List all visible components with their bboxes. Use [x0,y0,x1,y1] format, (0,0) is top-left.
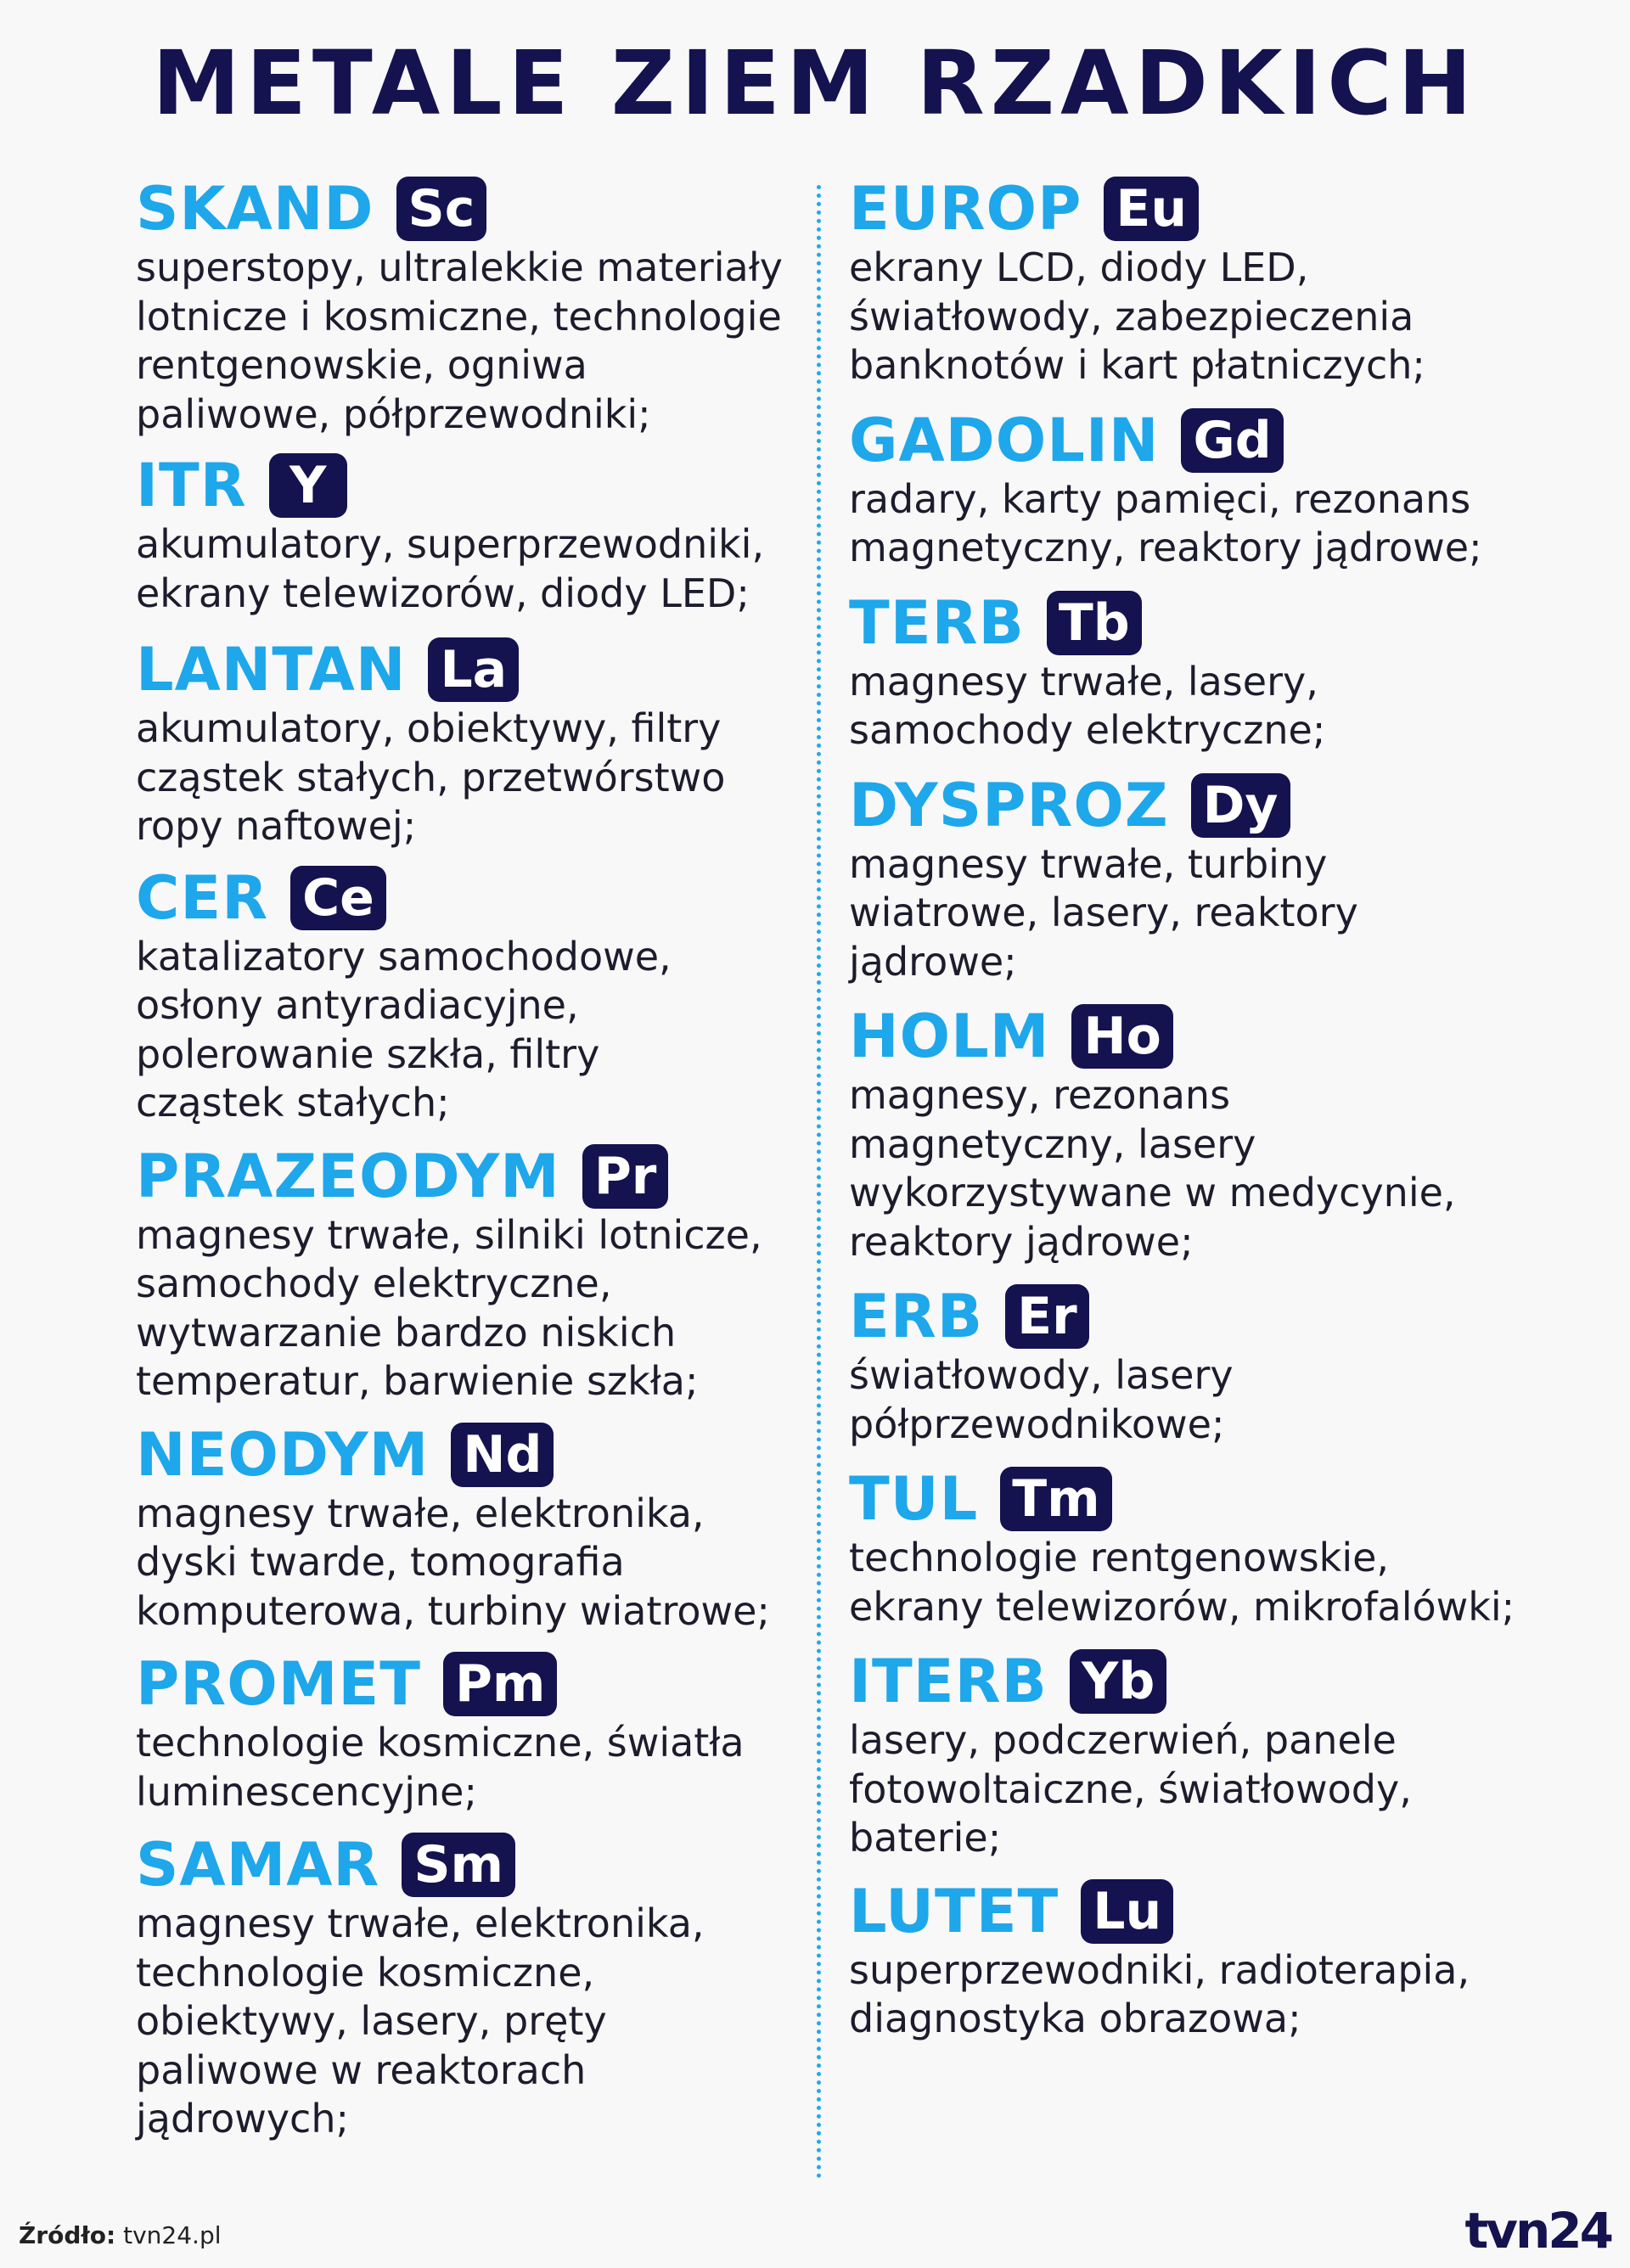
element-description-line: ekrany telewizorów, diody LED; [136,570,750,616]
column-divider [817,185,821,2180]
element-name: LANTAN [136,635,407,705]
element-description-line: światłowody, lasery [849,1352,1234,1398]
element-symbol-badge: La [428,637,519,702]
element-description-line: temperatur, barwienie szkła; [136,1358,699,1404]
element-name: CER [136,862,269,933]
element-description-line: ropy naftowej; [136,803,417,849]
element-entry-y [136,451,798,618]
element-description-line: wytwarzanie bardzo niskich [136,1309,677,1356]
element-description-line: luminescencyjne; [136,1768,477,1815]
element-name: SAMAR [136,1830,380,1900]
element-entry-pr [136,1142,798,1406]
element-name: GADOLIN [849,405,1160,475]
element-description-line: magnesy, rezonans [849,1072,1231,1118]
element-heading [849,406,1545,475]
element-description-line: technologie rentgenowskie, [849,1535,1390,1580]
element-symbol-badge: Nd [451,1423,554,1487]
element-name: EUROP [849,174,1082,244]
element-symbol-badge: Tm [1000,1467,1111,1531]
element-name: HOLM [849,1002,1050,1071]
element-description-line: radary, karty pamięci, rezonans [849,475,1471,522]
element-entry-sm [136,1830,798,2144]
element-entry-tb [849,588,1545,755]
element-heading [849,174,1545,244]
element-heading [849,771,1545,840]
element-description-line: katalizatory samochodowe, [136,933,672,980]
element-name: NEODYM [136,1419,430,1490]
tvn24-logo: tvn24 [1464,2202,1611,2260]
element-description-line: ekrany LCD, diody LED, [849,244,1309,290]
element-name: PRAZEODYM [136,1141,560,1211]
element-heading [136,863,798,933]
element-symbol-badge: Sc [396,177,487,241]
element-description-line: obiektywy, lasery, pręty [136,1998,607,2044]
element-name: ITERB [849,1647,1048,1716]
element-heading [136,1420,798,1490]
element-symbol-badge: Yb [1070,1649,1166,1714]
left-column [136,174,798,2144]
element-description-line: cząstek stałych; [136,1080,450,1126]
element-description-line: magnetyczny, reaktory jądrowe; [849,525,1482,570]
element-symbol-badge: Eu [1104,177,1199,241]
element-description-line: półprzewodnikowe; [849,1401,1225,1447]
element-description-line: technologie kosmiczne, światła [136,1720,745,1766]
page-title: METALE ZIEM RZADKICH [152,31,1478,135]
element-entry-nd [136,1420,798,1636]
element-description-line: osłony antyradiacyjne, [136,982,579,1028]
element-description-line: baterie; [849,1815,1002,1861]
source-label: Źródło: [19,2221,116,2249]
element-description-line: lotnicze i kosmiczne, technologie [136,293,782,340]
element-heading [849,1002,1545,1071]
element-description-line: fotowoltaiczne, światłowody, [849,1766,1412,1812]
element-symbol-badge: Er [1005,1284,1089,1349]
element-description-line: lasery, podczerwień, panele [849,1717,1397,1763]
element-symbol-badge: Dy [1191,773,1290,838]
element-heading [136,451,798,520]
element-description-line: magnesy trwałe, turbiny [849,840,1328,887]
element-description-line: magnesy trwałe, silniki lotnicze, [136,1211,762,1258]
element-description-line: samochody elektryczne; [849,707,1326,753]
element-heading [849,588,1545,658]
element-entry-tm [849,1464,1545,1631]
element-symbol-badge: Pr [582,1144,669,1209]
element-symbol-badge: Gd [1181,408,1283,473]
element-entry-yb [849,1647,1545,1863]
element-heading [849,1647,1545,1716]
element-name: TUL [849,1464,979,1534]
element-description-line: cząstek stałych, przetwórstwo [136,754,726,800]
element-description-line: ekrany telewizorów, mikrofalówki; [849,1583,1515,1630]
element-symbol-badge: Pm [443,1652,558,1716]
element-entry-eu [849,174,1545,390]
element-entry-la [136,635,798,851]
element-description-line: jądrowych; [136,2096,350,2142]
element-description-line: akumulatory, obiektywy, filtry [136,705,722,751]
right-column [849,174,1545,2044]
element-symbol-badge: Sm [402,1833,515,1897]
element-description-line: magnesy trwałe, elektronika, [136,1490,705,1536]
source-note [19,2220,222,2251]
element-heading [849,1464,1545,1534]
element-entry-lu [849,1877,1545,2044]
element-name: LUTET [849,1876,1060,1946]
element-description-line: jądrowe; [849,938,1017,985]
element-name: ITR [136,451,247,520]
element-description-line: reaktory jądrowe; [849,1218,1194,1265]
element-entry-pm [136,1649,798,1816]
element-description-line: wiatrowe, lasery, reaktory [849,890,1358,935]
element-description-line: polerowanie szkła, filtry [136,1030,600,1077]
element-entry-dy [849,771,1545,987]
element-entry-ce [136,863,798,1128]
element-description-line: technologie kosmiczne, [136,1949,595,1996]
element-heading [136,1142,798,1211]
element-heading [136,635,798,705]
element-heading [849,1282,1545,1351]
element-description-line: samochody elektryczne, [136,1260,612,1306]
element-description-line: diagnostyka obrazowa; [849,1996,1301,2041]
element-name: DYSPROZ [849,770,1169,840]
element-heading [849,1877,1545,1946]
element-description-line: magnetyczny, lasery [849,1120,1256,1167]
element-description-line: rentgenowskie, ogniwa [136,342,587,388]
element-symbol-badge: Lu [1081,1879,1173,1944]
element-name: ERB [849,1282,984,1351]
element-symbol-badge: Tb [1047,591,1142,655]
element-symbol-badge: Y [269,453,347,518]
element-symbol-badge: Ce [290,866,386,930]
element-entry-er [849,1282,1545,1449]
element-description-line: superstopy, ultralekkie materiały [136,244,783,290]
element-heading [136,1649,798,1719]
element-entry-gd [849,406,1545,573]
element-symbol-badge: Ho [1071,1004,1172,1069]
element-description-line: superprzewodniki, radioterapia, [849,1946,1470,1993]
element-name: SKAND [136,174,374,244]
element-name: PROMET [136,1649,421,1719]
element-description-line: wykorzystywane w medycynie, [849,1170,1456,1215]
element-heading [136,1830,798,1900]
element-description-line: komputerowa, turbiny wiatrowe; [136,1587,770,1634]
element-description-line: dyski twarde, tomografia [136,1539,625,1585]
source-value: tvn24.pl [123,2221,222,2249]
element-description-line: akumulatory, superprzewodniki, [136,521,765,567]
element-heading [136,174,798,244]
element-entry-sc [136,174,798,439]
element-description-line: magnesy trwałe, elektronika, [136,1900,705,1946]
element-description-line: światłowody, zabezpieczenia [849,293,1414,340]
element-description-line: magnesy trwałe, lasery, [849,658,1318,705]
element-entry-ho [849,1002,1545,1266]
element-name: TERB [849,587,1025,658]
element-description-line: paliwowe, półprzewodniki; [136,390,651,437]
element-description-line: paliwowe w reaktorach [136,2046,587,2093]
element-description-line: banknotów i kart płatniczych; [849,342,1425,388]
